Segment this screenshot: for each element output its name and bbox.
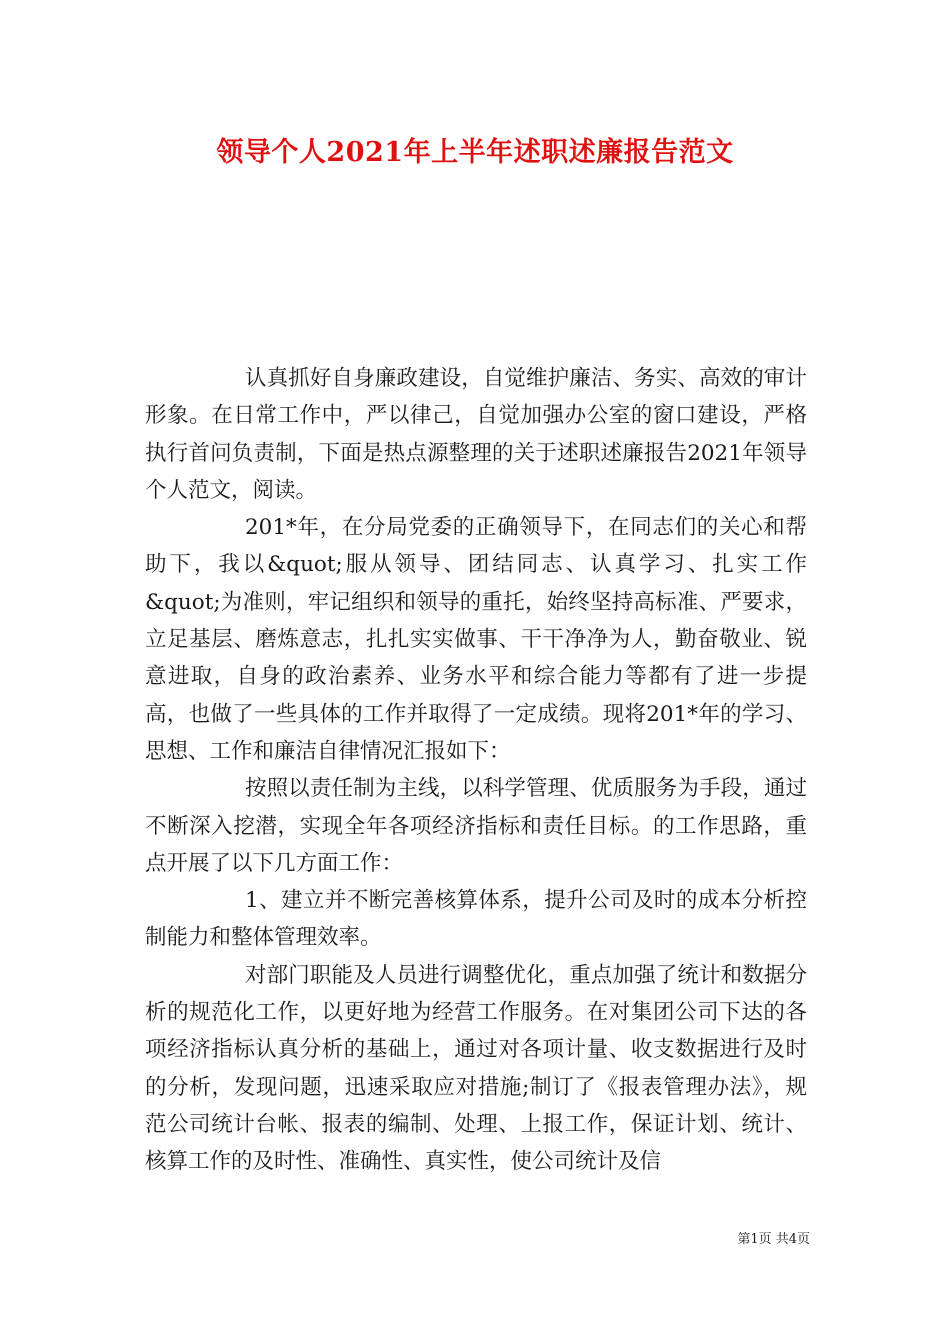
- page-number-footer: 第1页 共4页: [737, 1232, 810, 1247]
- paragraph: 201*年，在分局党委的正确领导下，在同志们的关心和帮助下，我以&quot;服从领导、团结同志、认真学习、扎实工作&quot;为准则，牢记组织和领导的重托，始终坚持高标准、严要求，立足基层、磨炼意志，扎扎实实做事、干干净净为人，勤奋敬业、锐意进取，自身的政治素养、业务水平和综合能力等都有了进一步提高，也做了一些具体的工作并取得了一定成绩。现将201*年的学习、思想、工作和廉洁自律情况汇报如下：: [145, 515, 807, 764]
- paragraph: 认真抓好自身廉政建设，自觉维护廉洁、务实、高效的审计形象。在日常工作中，严以律己，自觉加强办公室的窗口建设，严格执行首问负责制，下面是热点源整理的关于述职述廉报告2021年领导个人范文，阅读。: [145, 366, 807, 503]
- paragraph: 1、建立并不断完善核算体系，提升公司及时的成本分析控制能力和整体管理效率。: [145, 888, 807, 951]
- paragraph: 按照以责任制为主线，以科学管理、优质服务为手段，通过不断深入挖潜，实现全年各项经济指标和责任目标。的工作思路，重点开展了以下几方面工作：: [145, 776, 807, 876]
- paragraph: 对部门职能及人员进行调整优化，重点加强了统计和数据分析的规范化工作，以更好地为经营工作服务。在对集团公司下达的各项经济指标认真分析的基础上，通过对各项计量、收支数据进行及时的分析，发现问题，迅速采取应对措施;制订了《报表管理办法》，规范公司统计台帐、报表的编制、处理、上报工作，保证计划、统计、核算工作的及时性、准确性、真实性，使公司统计及信: [145, 962, 807, 1175]
- document-body: [145, 360, 807, 1181]
- document-title: 领导个人2021年上半年述职述廉报告范文: [216, 137, 734, 168]
